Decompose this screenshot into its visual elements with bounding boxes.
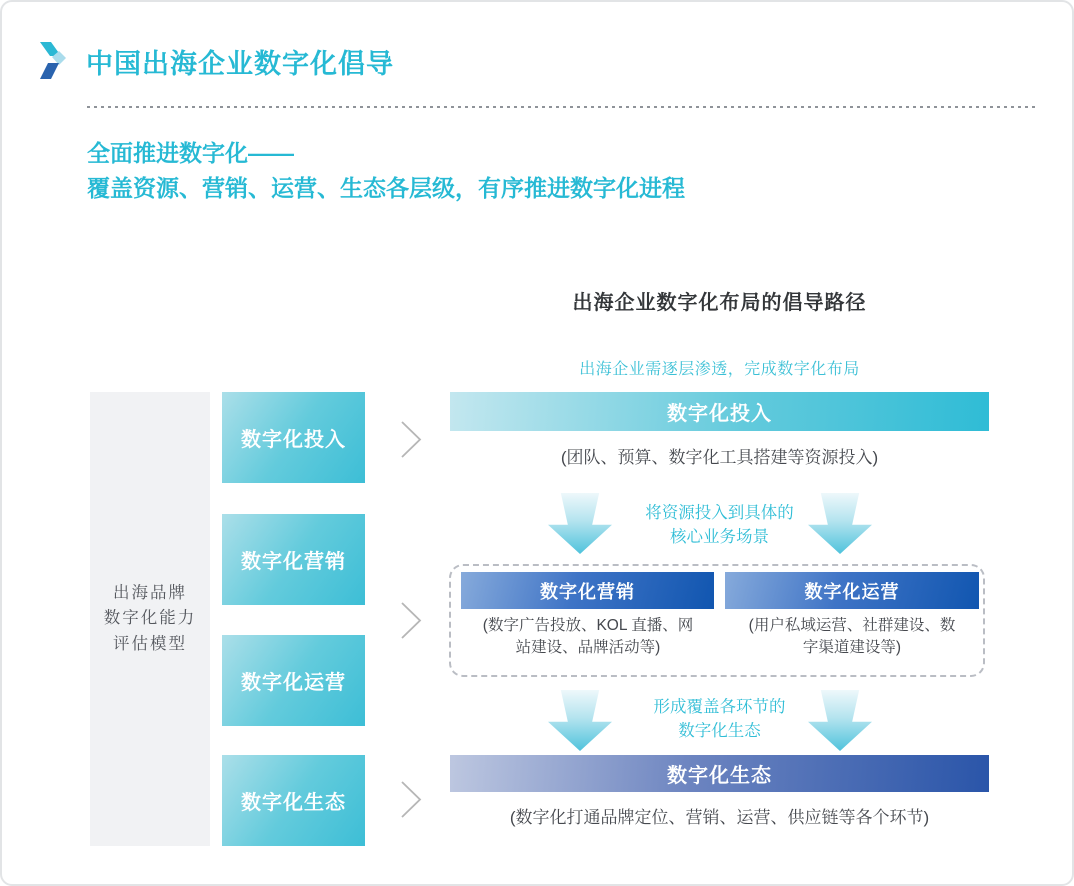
evaluation-model-box	[90, 392, 210, 846]
ecosystem-description: (数字化打通品牌定位、营销、运营、供应链等各个环节)	[509, 808, 930, 827]
page-title: 中国出海企业数字化倡导	[86, 49, 394, 79]
transition-note-2: 形成覆盖各环节的 数字化生态	[653, 698, 786, 740]
step-bar-ecosystem: 数字化生态	[450, 755, 989, 792]
diagram-caption: 出海企业需逐层渗透，完成数字化布局	[579, 361, 860, 378]
step-bar-marketing: 数字化营销	[461, 572, 714, 609]
level-box-marketing: 数字化营销	[222, 514, 365, 605]
invest-description: (团队、预算、数字化工具搭建等资源投入)	[560, 448, 879, 467]
chevron-right-icon	[399, 420, 423, 459]
level-box-ecosystem: 数字化生态	[222, 755, 365, 846]
transition-note-1: 将资源投入到具体的 核心业务场景	[645, 504, 794, 546]
subtitle-line-1: 全面推进数字化——	[87, 140, 294, 166]
evaluation-model-label: 出海品牌 数字化能力 评估模型	[103, 583, 197, 653]
marketing-description: (数字广告投放、KOL 直播、网 站建设、品牌活动等)	[482, 617, 694, 657]
operation-description: (用户私域运营、社群建设、数 字渠道建设等)	[748, 617, 956, 657]
step-bar-invest: 数字化投入	[450, 392, 989, 431]
level-box-operation: 数字化运营	[222, 635, 365, 726]
subtitle-line-2: 覆盖资源、营销、运营、生态各层级，有序推进数字化进程	[87, 175, 685, 201]
step-bar-operation: 数字化运营	[725, 572, 979, 609]
section-subtitle	[87, 136, 685, 206]
level-box-invest: 数字化投入	[222, 392, 365, 483]
diagram-title: 出海企业数字化布局的倡导路径	[572, 292, 867, 314]
chevron-right-icon	[399, 601, 423, 640]
dotted-divider	[87, 106, 1037, 108]
chevron-right-icon	[399, 780, 423, 819]
brand-chevron-icon	[40, 42, 67, 79]
